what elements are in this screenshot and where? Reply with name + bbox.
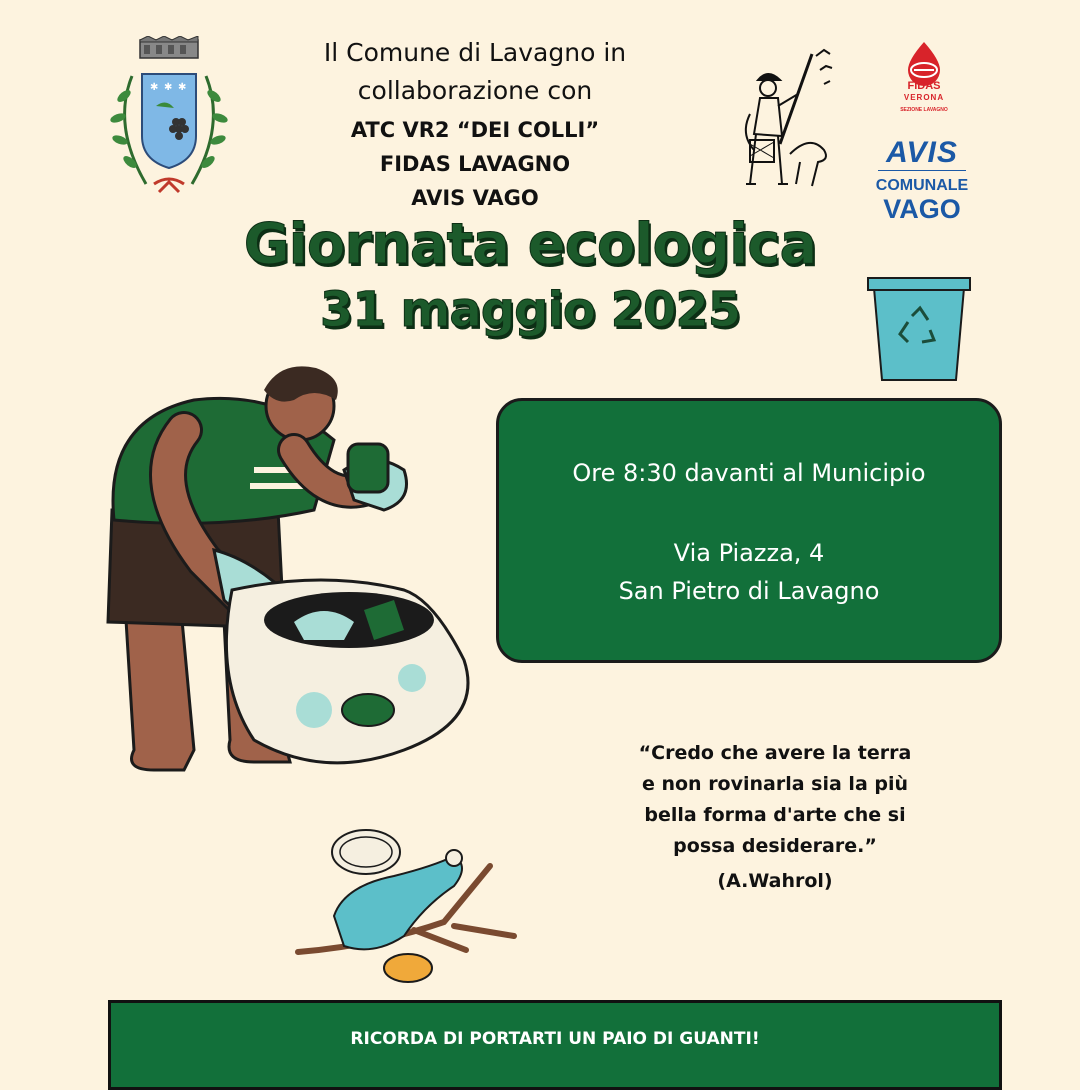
avis-name: AVIS	[886, 136, 958, 169]
quote-line-1: “Credo che avere la terra	[638, 742, 912, 764]
avis-line2: VAGO	[883, 194, 961, 224]
event-time-place: Ore 8:30 davanti al Municipio	[572, 459, 926, 487]
svg-text:✱: ✱	[164, 82, 173, 93]
avis-logo	[872, 138, 972, 223]
intro-line-1: Il Comune di Lavagno in	[323, 38, 627, 67]
avis-line1: COMUNALE	[875, 177, 969, 194]
quote-line-2: e non rovinarla sia la più	[641, 773, 909, 795]
intro-line-2: collaborazione con	[357, 76, 593, 105]
svg-text:✱: ✱	[150, 82, 159, 93]
footer-banner	[108, 1000, 1002, 1090]
fidas-section: SEZIONE LAVAGNO	[900, 107, 948, 113]
partner-avis: AVIS VAGO	[411, 186, 539, 210]
event-info-box	[496, 398, 1002, 663]
person-collecting-trash-illustration	[104, 360, 484, 800]
fidas-region: VERONA	[903, 93, 945, 102]
quote-author: (A.Wahrol)	[717, 870, 833, 892]
quote-line-3: bella forma d'arte che si	[644, 804, 906, 826]
event-date: 31 maggio 2025	[319, 282, 741, 338]
gloves-reminder: RICORDA DI PORTARTI UN PAIO DI GUANTI!	[350, 1029, 760, 1049]
quote-line-4: possa desiderare.”	[673, 835, 877, 857]
fidas-name: FIDAS	[907, 80, 941, 92]
coat-of-arms-icon	[104, 36, 234, 198]
page-title: Giornata ecologica	[243, 212, 817, 277]
hunter-illustration-icon	[720, 44, 840, 196]
event-address-street: Via Piazza, 4	[673, 539, 825, 567]
partner-fidas: FIDAS LAVAGNO	[379, 152, 571, 176]
litter-pile-illustration	[294, 826, 524, 992]
partner-atc: ATC VR2 “DEI COLLI”	[350, 118, 600, 142]
svg-text:✱: ✱	[178, 82, 187, 93]
recycle-bin-icon	[864, 274, 974, 386]
event-address-town: San Pietro di Lavagno	[618, 577, 880, 605]
